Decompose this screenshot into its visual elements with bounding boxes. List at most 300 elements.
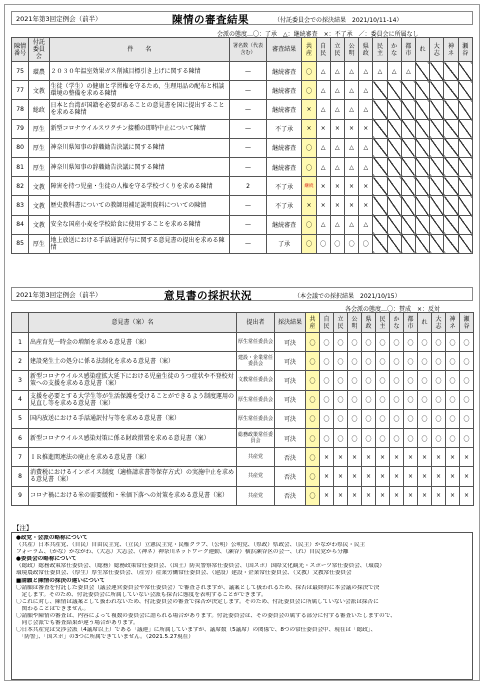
vote-mark: 〇 — [404, 333, 418, 352]
header-petition-number: 陳情番号 — [12, 38, 29, 62]
petitions-banner — [11, 11, 473, 25]
petition-subject: 神奈川県知事の辞職勧告決議に関する陳情 — [49, 138, 230, 157]
petition-subject: 地上放送における手話通訳付与に関する意見書の提出を求める陳情 — [49, 234, 230, 253]
vote-mark: × — [404, 448, 418, 467]
vote-mark: × — [446, 467, 460, 486]
vote-mark-none — [444, 138, 458, 157]
opinion-subject: 建設発生土の処分に係る法制化を求める意見書（案） — [29, 352, 237, 371]
opinion-subject: ＩＲ推進関連法の廃止を求める意見書（案） — [29, 448, 237, 467]
vote-mark: × — [432, 486, 446, 505]
petition-row — [12, 81, 473, 100]
petition-row — [12, 196, 473, 215]
opinion-result: 可決 — [275, 352, 306, 371]
vote-mark: × — [316, 119, 330, 138]
petitions-session: 2021年第3回定例会（前半） — [16, 15, 102, 23]
vote-mark: × — [334, 486, 348, 505]
petitions-legend: 会派の態度…〇：了承 △：継続審査 ×：不了承 ／：委員会に所属なし — [217, 31, 419, 38]
vote-mark: 〇 — [306, 428, 320, 447]
opinion-number: 8 — [12, 467, 29, 486]
vote-mark: △ — [344, 100, 358, 119]
vote-mark-none — [415, 62, 429, 81]
vote-mark: △ — [359, 100, 373, 119]
petition-committee: 文教 — [29, 215, 49, 234]
vote-mark: 〇 — [330, 234, 344, 253]
notes-line: 「防警」、「国スポ」の3つに所属できていません。（2021.5.27現在） — [16, 634, 194, 641]
vote-mark: 〇 — [320, 390, 334, 409]
vote-mark: 〇 — [362, 371, 376, 390]
vote-mark: △ — [359, 62, 373, 81]
petition-row — [12, 215, 473, 234]
petition-committee: 厚生 — [29, 119, 49, 138]
opinion-number: 2 — [12, 352, 29, 371]
opinion-subject: 国内放送における手話通訳付与等を求める意見書（案） — [29, 409, 237, 428]
vote-mark: × — [376, 467, 390, 486]
vote-mark: △ — [330, 138, 344, 157]
vote-mark-none — [401, 215, 415, 234]
vote-mark: 〇 — [418, 333, 432, 352]
vote-mark: 〇 — [446, 409, 460, 428]
opinion-result: 可決 — [275, 409, 306, 428]
vote-mark-none — [387, 177, 401, 196]
petition-committee: 文教 — [29, 81, 49, 100]
opinions-table-body — [12, 333, 474, 506]
notes-line: （総政）総務政策常任委員会、（総務）総務政策常任委員会、（国土）防災警察常任委員会、（国スポ）国際文化観光・スポーツ常任委員会、（環農） — [16, 563, 385, 570]
petition-row — [12, 157, 473, 176]
notes-line: 同じ会派でも審査結果が違う場合があります。 — [16, 620, 139, 627]
vote-mark: 〇 — [320, 333, 334, 352]
vote-mark: △ — [359, 157, 373, 176]
vote-mark: 〇 — [432, 352, 446, 371]
vote-mark: 〇 — [446, 371, 460, 390]
petition-committee: 厚生 — [29, 138, 49, 157]
header-vote-result: 採決結果 — [275, 313, 306, 333]
header-party: 民主 — [373, 38, 387, 62]
vote-mark-none — [430, 234, 444, 253]
notes-line: フォーラム、（かな）かながわ、（大志）大志会、（神ネ）神奈川ネットワーク運動、（瀬谷）横浜瀬谷区の会一、（れ）自民党から分離 — [16, 549, 349, 556]
vote-mark-none — [444, 196, 458, 215]
vote-mark-none — [401, 81, 415, 100]
vote-mark: 〇 — [418, 428, 432, 447]
vote-mark: △ — [401, 62, 415, 81]
petition-signatures: — — [230, 62, 267, 81]
vote-mark-none — [373, 100, 387, 119]
notes-heading: ●委員会の略称について — [16, 556, 77, 563]
vote-mark-none — [401, 157, 415, 176]
vote-mark: 〇 — [390, 352, 404, 371]
opinion-result: 否決 — [275, 467, 306, 486]
vote-mark: × — [432, 467, 446, 486]
petition-signatures: — — [230, 119, 267, 138]
vote-mark: 〇 — [320, 409, 334, 428]
petition-number: 78 — [12, 100, 29, 119]
header-party: 県政 — [359, 38, 373, 62]
vote-mark: 〇 — [334, 409, 348, 428]
opinion-row — [12, 333, 474, 352]
opinion-number: 3 — [12, 371, 29, 390]
vote-mark: 〇 — [362, 428, 376, 447]
header-party: 立民 — [330, 38, 344, 62]
vote-mark: 〇 — [390, 333, 404, 352]
vote-mark: △ — [344, 81, 358, 100]
vote-mark: 〇 — [460, 371, 474, 390]
vote-mark: × — [334, 448, 348, 467]
header-party: 都市 — [404, 313, 418, 333]
vote-mark-none — [401, 119, 415, 138]
vote-mark-none — [401, 100, 415, 119]
vote-mark-none — [415, 119, 429, 138]
opinion-proposer: 厚生常任委員会 — [237, 409, 275, 428]
vote-mark: × — [460, 467, 474, 486]
petitions-table — [11, 37, 473, 254]
petition-committee: 文教 — [29, 177, 49, 196]
vote-mark: 〇 — [302, 62, 316, 81]
vote-mark: 〇 — [376, 390, 390, 409]
vote-mark: △ — [330, 157, 344, 176]
vote-mark-none — [444, 81, 458, 100]
vote-mark: 〇 — [320, 352, 334, 371]
vote-mark: 〇 — [320, 371, 334, 390]
opinion-proposer: 文教常任委員会 — [237, 371, 275, 390]
vote-mark-none — [387, 157, 401, 176]
header-party: れ — [415, 38, 429, 62]
opinion-subject: 出産育児一時金の増額を求める意見書（案） — [29, 333, 237, 352]
header-party: 大志 — [430, 38, 444, 62]
header-party: 神ネ — [446, 313, 460, 333]
vote-mark-none — [387, 196, 401, 215]
vote-mark: △ — [316, 100, 330, 119]
petition-number: 77 — [12, 81, 29, 100]
vote-mark-none — [444, 234, 458, 253]
petition-row — [12, 119, 473, 138]
opinion-row — [12, 352, 474, 371]
vote-mark: 〇 — [334, 352, 348, 371]
vote-mark-none — [415, 157, 429, 176]
vote-mark: 〇 — [376, 409, 390, 428]
notes-line: （共産）日本共産党、（自民）自由民主党、（立民）立憲民主党・民権クラブ、（公明）公明党、（県政）県政会、（民主）かながわ県民・民主 — [16, 542, 366, 549]
header-opinion-number — [12, 313, 29, 333]
vote-mark: × — [404, 486, 418, 505]
vote-mark-none — [430, 138, 444, 157]
vote-mark-none — [387, 234, 401, 253]
header-party: れ — [418, 313, 432, 333]
petition-row — [12, 138, 473, 157]
vote-mark: △ — [344, 138, 358, 157]
vote-mark: × — [376, 448, 390, 467]
petition-committee: 環農 — [29, 62, 49, 81]
vote-mark: 〇 — [302, 81, 316, 100]
vote-mark: 〇 — [334, 333, 348, 352]
vote-mark-none — [430, 196, 444, 215]
vote-mark: × — [362, 486, 376, 505]
vote-mark: × — [320, 448, 334, 467]
vote-mark: 〇 — [390, 428, 404, 447]
petition-result: 継続審査 — [266, 215, 302, 234]
petition-result: 了承 — [266, 234, 302, 253]
petition-signatures: — — [230, 100, 267, 119]
vote-mark: △ — [359, 215, 373, 234]
header-opinion-subject: 意見書（案）名 — [29, 313, 237, 333]
opinion-number: 5 — [12, 409, 29, 428]
header-party: 公明 — [344, 38, 358, 62]
opinion-proposer: 建設・企業常任委員会 — [237, 352, 275, 371]
vote-mark: △ — [330, 62, 344, 81]
vote-mark: 〇 — [359, 234, 373, 253]
opinion-row — [12, 371, 474, 390]
vote-mark-none — [415, 234, 429, 253]
header-party: 都市 — [401, 38, 415, 62]
opinion-result: 可決 — [275, 428, 306, 447]
petition-subject: 歴史教科書についての教師用補足説明資料についての陳情 — [49, 196, 230, 215]
vote-mark: 〇 — [376, 352, 390, 371]
opinion-row — [12, 428, 474, 447]
vote-mark: × — [302, 100, 316, 119]
vote-mark: 〇 — [446, 333, 460, 352]
vote-mark: △ — [316, 62, 330, 81]
vote-mark: 〇 — [334, 371, 348, 390]
vote-mark: 〇 — [460, 409, 474, 428]
document-page — [4, 4, 480, 681]
vote-mark-none — [373, 81, 387, 100]
vote-mark: × — [362, 467, 376, 486]
opinion-result: 可決 — [275, 333, 306, 352]
petition-signatures: — — [230, 157, 267, 176]
vote-mark: 〇 — [446, 390, 460, 409]
vote-mark: 〇 — [320, 428, 334, 447]
vote-mark-none — [458, 177, 472, 196]
vote-mark-none — [401, 234, 415, 253]
vote-mark: 〇 — [362, 409, 376, 428]
vote-mark: △ — [344, 215, 358, 234]
vote-mark: 〇 — [376, 333, 390, 352]
vote-mark: 〇 — [418, 371, 432, 390]
vote-mark-none — [373, 215, 387, 234]
vote-mark: × — [316, 177, 330, 196]
vote-mark: 〇 — [302, 157, 316, 176]
petition-signatures: — — [230, 138, 267, 157]
vote-mark: × — [344, 196, 358, 215]
header-result: 審査結果 — [266, 38, 302, 62]
vote-mark-none — [430, 119, 444, 138]
header-party: 共産 — [302, 38, 316, 62]
vote-mark-none — [444, 62, 458, 81]
vote-mark: 〇 — [404, 371, 418, 390]
vote-mark: △ — [387, 62, 401, 81]
vote-mark-none — [458, 62, 472, 81]
vote-mark: 〇 — [446, 428, 460, 447]
vote-mark-none — [387, 100, 401, 119]
vote-mark: △ — [316, 81, 330, 100]
opinion-subject: 支援を必要とする大学生等が生活保護を受けることができるよう制度運用の見直し等を求める意見書（案） — [29, 390, 237, 409]
petition-committee: 厚生 — [29, 157, 49, 176]
vote-mark: × — [359, 177, 373, 196]
opinions-subtitle: （本会議での採択結果 2021/10/15） — [294, 293, 401, 300]
opinion-number: 7 — [12, 448, 29, 467]
petition-committee: 文教 — [29, 196, 49, 215]
opinions-title: 意見書の採択状況 — [164, 290, 252, 302]
vote-mark: × — [334, 467, 348, 486]
petition-number: 83 — [12, 196, 29, 215]
petition-number: 80 — [12, 138, 29, 157]
vote-mark: 〇 — [404, 352, 418, 371]
petitions-header-row — [12, 38, 473, 62]
vote-mark: × — [376, 486, 390, 505]
notes-line: 〇日本共産党は交渉会派（4議席以上）である「議運」に所属していますが、議席数（5議席）の関係で、8つの常任委員会中、現在は「総政」、 — [16, 627, 377, 634]
vote-mark-none — [415, 196, 429, 215]
vote-mark: 〇 — [306, 333, 320, 352]
vote-mark: 〇 — [306, 448, 320, 467]
vote-mark: 〇 — [418, 390, 432, 409]
vote-mark: 〇 — [376, 428, 390, 447]
vote-mark-none — [401, 138, 415, 157]
header-party: 大志 — [432, 313, 446, 333]
vote-mark: 〇 — [390, 409, 404, 428]
vote-mark-none — [387, 138, 401, 157]
vote-mark: × — [359, 196, 373, 215]
vote-mark-none — [415, 138, 429, 157]
vote-mark-none — [415, 81, 429, 100]
petitions-title: 陳情の審査結果 — [172, 14, 249, 26]
opinion-row — [12, 409, 474, 428]
vote-mark: × — [390, 448, 404, 467]
vote-mark: 〇 — [460, 428, 474, 447]
vote-mark: 〇 — [344, 234, 358, 253]
opinion-subject: 新型コロナウイルス感染症拡大延下における児童生徒のうつ症状や不登校対策への支援を求める意見書（案） — [29, 371, 237, 390]
vote-mark: 〇 — [404, 390, 418, 409]
vote-mark: 〇 — [362, 333, 376, 352]
header-subject: 件 名 — [49, 38, 230, 62]
vote-mark: △ — [344, 157, 358, 176]
vote-mark: × — [348, 486, 362, 505]
header-signatures: 署名数（代表含む） — [230, 38, 267, 62]
notes-line: 〇請願や陳情の審査は、内容によって複数の委員会に諮られる場合があります。付託委員会は、その委員会の属する部分に付する審査いたしますので、 — [16, 613, 396, 620]
opinion-row — [12, 448, 474, 467]
vote-mark: × — [460, 448, 474, 467]
notes-line: 定します。そのため、付託委員会に所属していない会派も採否に態度を表明することができます。 — [16, 591, 267, 598]
vote-mark: 〇 — [316, 234, 330, 253]
vote-mark: 〇 — [432, 333, 446, 352]
vote-mark-none — [415, 177, 429, 196]
vote-mark: × — [446, 486, 460, 505]
petition-subject: 新型コロナウイルスワクチン接種の即時中止について陳情 — [49, 119, 230, 138]
vote-mark-none — [401, 177, 415, 196]
vote-mark: △ — [359, 81, 373, 100]
vote-mark: × — [320, 486, 334, 505]
vote-mark: 〇 — [432, 371, 446, 390]
petition-number: 82 — [12, 177, 29, 196]
vote-mark: × — [362, 448, 376, 467]
petition-result: 継続審査 — [266, 138, 302, 157]
petition-result: 不了承 — [266, 119, 302, 138]
opinion-number: 1 — [12, 333, 29, 352]
petition-committee: 厚生 — [29, 234, 49, 253]
vote-mark: × — [330, 119, 344, 138]
vote-mark: 〇 — [348, 390, 362, 409]
petition-number: 79 — [12, 119, 29, 138]
vote-mark: 〇 — [446, 352, 460, 371]
notes-line: 関わることはできません。 — [16, 605, 90, 612]
opinion-row — [12, 486, 474, 505]
vote-mark-none — [373, 196, 387, 215]
vote-mark: 〇 — [306, 486, 320, 505]
vote-mark-none — [430, 157, 444, 176]
opinion-result: 否決 — [275, 486, 306, 505]
opinions-banner — [11, 287, 473, 301]
header-party: 共産 — [306, 313, 320, 333]
petitions-subtitle: （付託委員会での採決結果 2021/10/11-14） — [274, 17, 403, 24]
vote-mark: △ — [373, 62, 387, 81]
vote-mark: × — [330, 196, 344, 215]
petition-result: 不了承 — [266, 177, 302, 196]
petition-signatures: — — [230, 196, 267, 215]
vote-mark-none — [444, 100, 458, 119]
opinion-proposer: 共産党 — [237, 448, 275, 467]
vote-mark-none — [444, 177, 458, 196]
opinion-result: 可決 — [275, 390, 306, 409]
vote-mark: △ — [330, 81, 344, 100]
vote-mark-none — [415, 100, 429, 119]
vote-mark-none — [444, 157, 458, 176]
vote-mark-none — [430, 81, 444, 100]
notes-title: 【注】 — [13, 524, 33, 532]
petition-subject: 障害を持つ児童・生徒の人権を守る学校づくりを求める陳情 — [49, 177, 230, 196]
vote-mark: 〇 — [306, 352, 320, 371]
header-proposer: 提出者 — [237, 313, 275, 333]
vote-mark: 〇 — [390, 371, 404, 390]
vote-mark: △ — [344, 62, 358, 81]
vote-mark: × — [418, 467, 432, 486]
vote-mark-none — [373, 157, 387, 176]
notes-box — [11, 532, 473, 680]
vote-mark: 〇 — [362, 352, 376, 371]
vote-mark: × — [344, 177, 358, 196]
petitions-table-body — [12, 62, 473, 254]
vote-mark: △ — [359, 138, 373, 157]
petition-result: 継続審査 — [266, 100, 302, 119]
opinions-table — [11, 312, 474, 506]
vote-mark: 〇 — [460, 352, 474, 371]
vote-mark: 〇 — [306, 371, 320, 390]
vote-mark: × — [418, 448, 432, 467]
vote-mark: 〇 — [460, 333, 474, 352]
vote-mark-none — [373, 234, 387, 253]
opinion-proposer: 厚生常任委員会 — [237, 390, 275, 409]
header-party: 神ネ — [444, 38, 458, 62]
opinion-result: 可決 — [275, 371, 306, 390]
petition-row — [12, 234, 473, 253]
vote-mark-none — [458, 81, 472, 100]
vote-mark: × — [316, 196, 330, 215]
petition-result: 継続審査 — [266, 62, 302, 81]
petition-signatures: — — [230, 234, 267, 253]
vote-mark-none — [415, 215, 429, 234]
vote-mark: × — [432, 448, 446, 467]
vote-mark: × — [302, 119, 316, 138]
petition-result: 不了承 — [266, 196, 302, 215]
vote-mark: 〇 — [348, 409, 362, 428]
vote-mark: × — [302, 196, 316, 215]
notes-line: 〇これに対し、陳情は議案として扱われないため、付託委員会の審査で採否が決定します。そのため、付託委員会に所属していない会派は採否に — [16, 598, 379, 605]
opinion-row — [12, 467, 474, 486]
vote-mark-none — [458, 157, 472, 176]
opinion-proposer: 厚生常任委員会 — [237, 333, 275, 352]
opinion-proposer: 共産党 — [237, 486, 275, 505]
vote-mark: 〇 — [432, 390, 446, 409]
opinion-number: 9 — [12, 486, 29, 505]
vote-mark-none — [430, 100, 444, 119]
vote-mark: 〇 — [306, 467, 320, 486]
header-party: 瀬谷 — [460, 313, 474, 333]
petition-subject: 日本と台湾が国籍を必要があることの意見書を国に提出することを求める陳情 — [49, 100, 230, 119]
